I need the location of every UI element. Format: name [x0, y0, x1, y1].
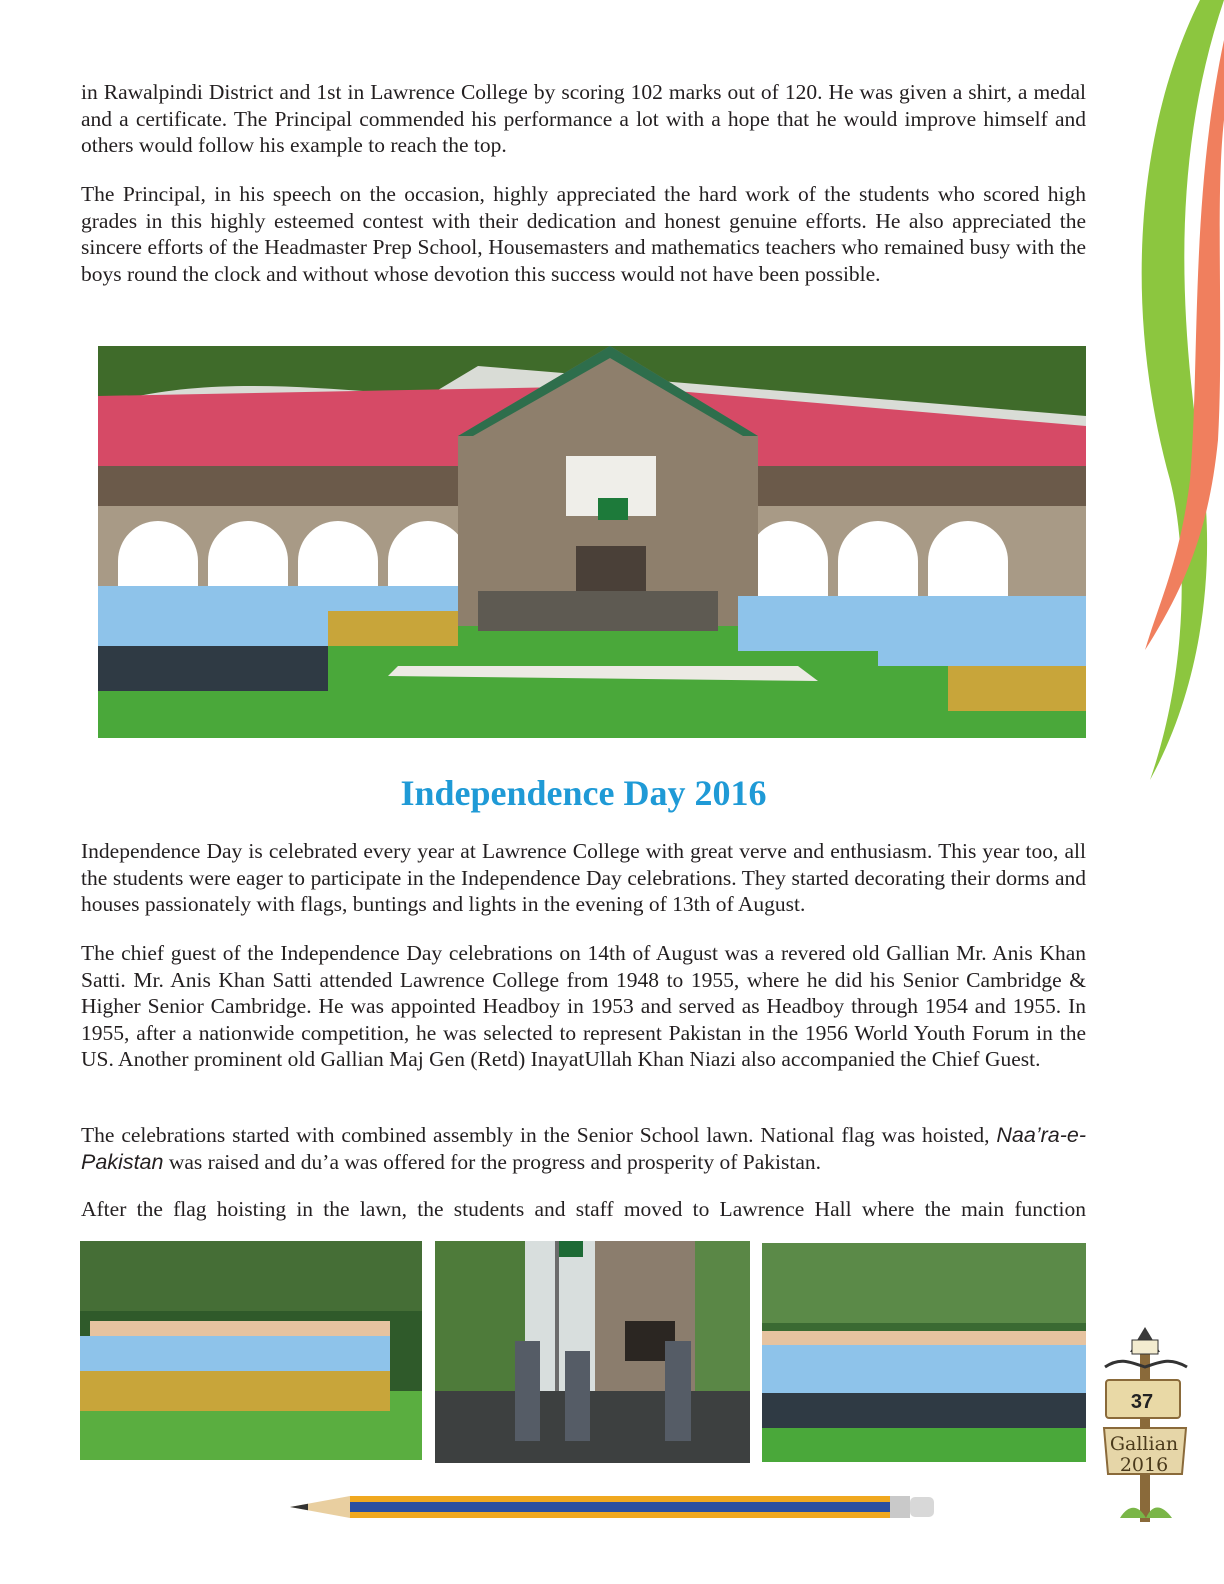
independence-paragraph-2: The chief guest of the Independence Day celebrations on 14th of August was a revered old Gallian Mr. Anis Khan Satti. Mr. Anis Khan Satti attended Lawrence College from 1948 to 1955, where he did his Senior Cambridge & Higher Senior Cambridge. He was appointed Headboy in 1953 and served as Headboy through 1954 and 1955. In 1955, after a nationwide competition, he was selected to represent Pakistan in the 1956 World Youth Forum in the US. Another prominent old Gallian Maj Gen (Retd) InayatUllah Khan Niazi also accompanied the Chief Guest. — [81, 941, 1086, 1071]
independence-paragraph-3 — [81, 1122, 1086, 1175]
paragraph-3-end: was raised and du’a was offered for the progress and prosperity of Pakistan. — [163, 1149, 822, 1174]
students-lineup-photo — [762, 1243, 1086, 1462]
pencil-decoration — [290, 1490, 940, 1524]
magazine-name: Gallian — [1109, 1433, 1179, 1455]
signpost-decoration — [1100, 1322, 1192, 1526]
college-building-photo — [98, 346, 1086, 738]
slogan-italic: Naa’ra-e-Pakistan — [81, 1123, 1086, 1174]
students-cheering-photo — [80, 1241, 422, 1460]
intro-paragraph-2: The Principal, in his speech on the occasion, highly appreciated the hard work of the students who scored high grades in this highly esteemed contest with their dedication and honest genuine efforts. He also appreciated the sincere efforts of the Headmaster Prep School, Housemasters and mathematics teachers who remained busy with the boys round the clock and without whose devotion this success would not have been possible. — [81, 182, 1086, 286]
magazine-year: 2016 — [1119, 1454, 1169, 1476]
page-number: 37 — [1130, 1391, 1154, 1413]
intro-paragraph-1: in Rawalpindi District and 1st in Lawrence College by scoring 102 marks out of 120. He was given a shirt, a medal and a certificate. The Principal commended his performance a lot with a hope that he would improve himself and others would follow his example to reach the top. — [81, 80, 1086, 157]
independence-paragraph-4: After the flag hoisting in the lawn, the students and staff moved to Lawrence Hall where the main function — [81, 1197, 1086, 1221]
flag-hoisting-photo — [435, 1241, 750, 1463]
decorative-swoosh — [1130, 0, 1224, 790]
independence-paragraph-1: Independence Day is celebrated every year at Lawrence College with great verve and enthusiasm. This year too, all the students were eager to participate in the Independence Day celebrations. They started decorating their dorms and houses passionately with flags, buntings and lights in the evening of 13th of August. — [81, 839, 1086, 916]
section-heading: Independence Day 2016 — [400, 773, 767, 813]
paragraph-3-start: The celebrations started with combined assembly in the Senior School lawn. National flag was hoisted, — [81, 1123, 997, 1147]
